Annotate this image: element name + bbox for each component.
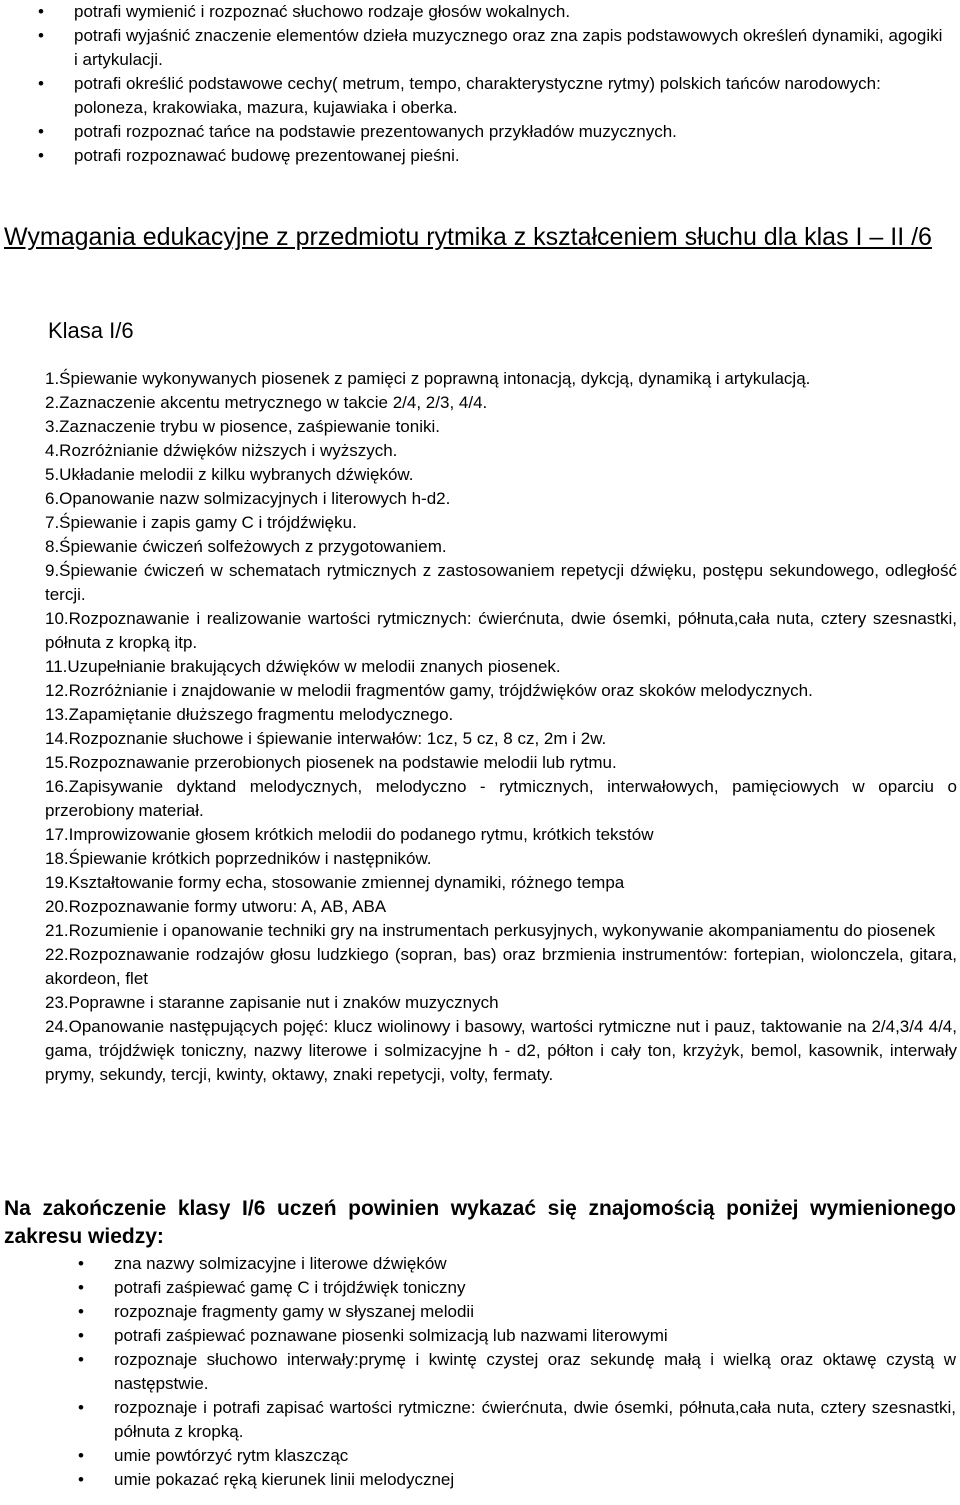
list-item: • rozpoznaje i potrafi zapisać wartości rytmiczne: ćwierćnuta, dwie ósemki, półnuta,cała nuta, cztery szesnastki, półnuta z kropką. <box>0 1396 960 1444</box>
list-item: 7.Śpiewanie i zapis gamy C i trójdźwięku. <box>45 513 357 532</box>
list-item: 19.Kształtowanie formy echa, stosowanie zmiennej dynamiki, różnego tempa <box>45 873 625 892</box>
list-item: 2.Zaznaczenie akcentu metrycznego w takcie 2/4, 2/3, 4/4. <box>45 393 488 412</box>
list-item: 6.Opanowanie nazw solmizacyjnych i literowych h-d2. <box>45 489 451 508</box>
list-item: • potrafi rozpoznać tańce na podstawie prezentowanych przykładów muzycznych. <box>0 120 960 144</box>
list-item: 11.Uzupełnianie brakujących dźwięków w melodii znanych piosenek. <box>45 657 561 676</box>
list-item: 10.Rozpoznawanie i realizowanie wartości rytmicznych: ćwierćnuta, dwie ósemki, półnuta,cała nuta, cztery szesnastki, półnuta z kropką itp. <box>45 609 957 652</box>
conclusion-heading: Na zakończenie klasy I/6 uczeń powinien wykazać się znajomością poniżej wymienionego zakresu wiedzy: <box>4 1197 956 1248</box>
list-item: 24.Opanowanie następujących pojęć: klucz wiolinowy i basowy, wartości rytmiczne nut i pauz, taktowanie na 2/4,3/4 4/4, gama, trójdźwięk toniczny, nazwy literowe i solmizacyjne h - d2, półton i cały ton, krzyżyk, bemol, kasownik, interwały prymy, sekundy, tercji, kwinty, oktawy, znaki repetycji, volty, fermaty. <box>45 1017 957 1084</box>
list-item: 13.Zapamiętanie dłuższego fragmentu melodycznego. <box>45 705 454 724</box>
list-item: • potrafi wymienić i rozpoznać słuchowo rodzaje głosów wokalnych. <box>0 0 960 24</box>
top-bullet-list <box>0 0 960 168</box>
list-item: • zna nazwy solmizacyjne i literowe dźwięków <box>0 1252 960 1276</box>
list-item: • potrafi zaśpiewać poznawane piosenki solmizacją lub nazwami literowymi <box>0 1324 960 1348</box>
list-item: 5.Układanie melodii z kilku wybranych dźwięków. <box>45 465 414 484</box>
list-item: • umie powtórzyć rytm klaszcząc <box>0 1444 960 1468</box>
list-item: 18.Śpiewanie krótkich poprzedników i następników. <box>45 849 432 868</box>
list-item: 23.Poprawne i staranne zapisanie nut i znaków muzycznych <box>45 993 499 1012</box>
list-item: • potrafi wyjaśnić znaczenie elementów dzieła muzycznego oraz zna zapis podstawowych określeń dynamiki, agogiki i artykulacji. <box>0 24 960 72</box>
list-item: 8.Śpiewanie ćwiczeń solfeżowych z przygotowaniem. <box>45 537 447 556</box>
list-item: 4.Rozróżnianie dźwięków niższych i wyższych. <box>45 441 398 460</box>
list-item: 22.Rozpoznawanie rodzajów głosu ludzkiego (sopran, bas) oraz brzmienia instrumentów: fortepian, wiolonczela, gitara, akordeon, flet <box>45 945 957 988</box>
list-item: • potrafi rozpoznawać budowę prezentowanej pieśni. <box>0 144 960 168</box>
list-item: 20.Rozpoznawanie formy utworu: A, AB, ABA <box>45 897 387 916</box>
top-bullet-section <box>0 0 960 168</box>
list-item: • rozpoznaje fragmenty gamy w słyszanej melodii <box>0 1300 960 1324</box>
list-item: • rozpoznaje słuchowo interwały:prymę i kwintę czystej oraz sekundę małą i wielką oraz oktawę czystą w następstwie. <box>0 1348 960 1396</box>
list-item: 1.Śpiewanie wykonywanych piosenek z pamięci z poprawną intonacją, dykcją, dynamiką i artykulacją. <box>45 369 811 388</box>
class-title: Klasa I/6 <box>48 318 134 343</box>
list-item: 14.Rozpoznanie słuchowe i śpiewanie interwałów: 1cz, 5 cz, 8 cz, 2m i 2w. <box>45 729 607 748</box>
list-item: 21.Rozumienie i opanowanie techniki gry na instrumentach perkusyjnych, wykonywanie akompaniamentu do piosenek <box>45 921 936 940</box>
list-item: 16.Zapisywanie dyktand melodycznych, melodyczno - rytmicznych, interwałowych, pamięciowych w oparciu o przerobiony materiał. <box>45 777 957 820</box>
knowledge-bullet-list <box>0 1252 960 1492</box>
list-item: 9.Śpiewanie ćwiczeń w schematach rytmicznych z zastosowaniem repetycji dźwięku, postępu sekundowego, odległość tercji. <box>45 561 957 604</box>
list-item: 12.Rozróżnianie i znajdowanie w melodii fragmentów gamy, trójdźwięków oraz skoków melodycznych. <box>45 681 813 700</box>
list-item: • potrafi określić podstawowe cechy( metrum, tempo, charakterystyczne rytmy) polskich tańców narodowych: poloneza, krakowiaka, mazura, kujawiaka i oberka. <box>0 72 960 120</box>
list-item: • potrafi zaśpiewać gamę C i trójdźwięk toniczny <box>0 1276 960 1300</box>
list-item: 15.Rozpoznawanie przerobionych piosenek na podstawie melodii lub rytmu. <box>45 753 617 772</box>
list-item: 17.Improwizowanie głosem krótkich melodii do podanego rytmu, krótkich tekstów <box>45 825 654 844</box>
section-title: Wymagania edukacyjne z przedmiotu rytmika z kształceniem słuchu dla klas I – II /6 <box>4 223 932 251</box>
list-item: 3.Zaznaczenie trybu w piosence, zaśpiewanie toniki. <box>45 417 440 436</box>
requirements-list <box>45 367 957 1087</box>
list-item: • umie pokazać ręką kierunek linii melodycznej <box>0 1468 960 1492</box>
